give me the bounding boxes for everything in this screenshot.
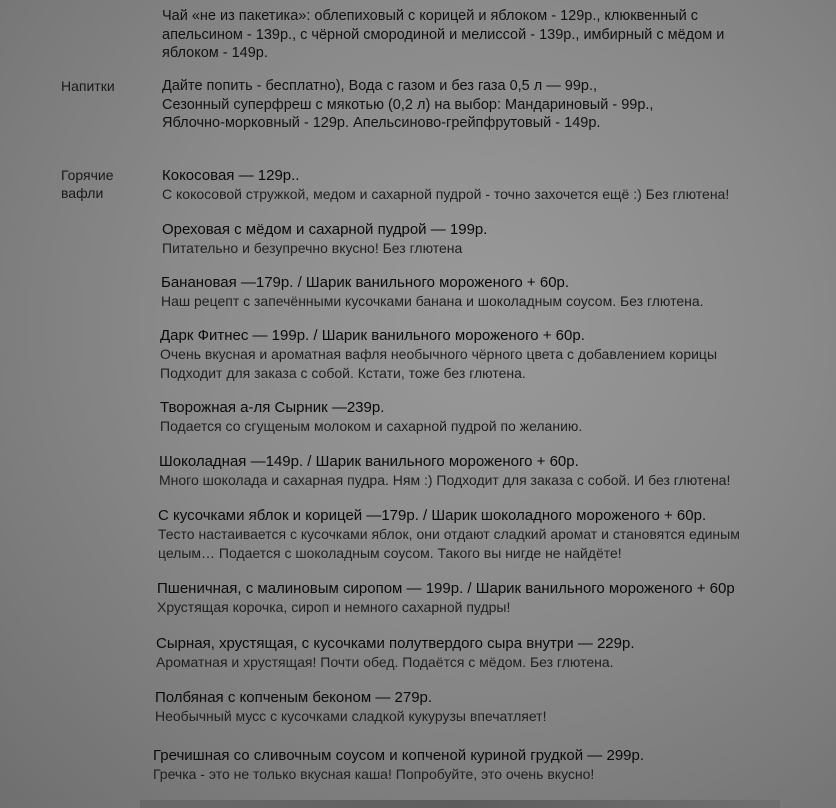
waffle-name: Ореховая с мёдом и сахарной пудрой — 199р.: [162, 221, 488, 238]
waffle-item-wheat: [157, 579, 836, 617]
waffle-name: Дарк Фитнес — 199р. / Шарик ванильного мороженого + 60р.: [160, 327, 585, 344]
waffle-item-chocolate: [159, 452, 836, 490]
waffle-desc: Много шоколада и сахарная пудра. Ням :) Подходит для заказа с собой. И без глютена!: [159, 472, 731, 488]
waffles-label-line: вафли: [61, 185, 104, 201]
waffle-desc: Хрустящая корочка, сироп и немного сахарной пудры!: [157, 599, 511, 615]
waffle-desc: Подается со сгущеным молоком и сахарной пудрой по желанию.: [160, 418, 583, 434]
waffle-name: Полбяная с копченым беконом — 279р.: [155, 689, 433, 706]
waffle-name: Кокосовая — 129р..: [162, 167, 300, 184]
waffle-desc: Питательно и безупречно вкусно! Без глютена: [162, 240, 463, 256]
waffles-section-label: [61, 166, 114, 202]
waffle-desc: Наш рецепт с запечёнными кусочками банана и шоколадным соусом. Без глютена.: [161, 293, 704, 309]
waffle-item-banana: [161, 273, 836, 311]
waffle-name: Творожная а-ля Сырник —239р.: [160, 399, 385, 416]
waffle-desc: Очень вкусная и ароматная вафля необычного чёрного цвета с добавлением корицы: [160, 346, 718, 362]
waffle-name: Шоколадная —149р. / Шарик ванильного мороженого + 60р.: [159, 453, 579, 470]
waffle-item-spelt-bacon: [155, 688, 835, 726]
waffle-name: Сырная, хрустящая, с кусочками полутвердого сыра внутри — 229р.: [156, 635, 635, 652]
waffle-desc: целым… Подается с шоколадным соусом. Такого вы нигде не найдёте!: [158, 545, 622, 561]
tea-line: Чай «не из пакетика»: облепиховый с корицей и яблоком - 129р., клюквенный с: [162, 8, 699, 24]
waffle-item-apple-cinnamon: [158, 506, 836, 563]
waffle-desc: Ароматная и хрустящая! Почти обед. Подаётся с мёдом. Без глютена.: [156, 654, 614, 670]
drinks-line: Сезонный суперфреш с мякотью (0,2 л) на выбор: Мандариновый - 99р.,: [162, 96, 654, 113]
waffle-desc: Гречка - это не только вкусная каша! Попробуйте, это очень вкусно!: [153, 766, 595, 782]
waffle-desc: Тесто настаивается с кусочками яблок, они отдают сладкий аромат и становятся единым: [158, 526, 740, 542]
waffle-name: Гречишная со сливочным соусом и копченой куриной грудкой — 299р.: [153, 747, 645, 764]
cut-off-text-edge: [140, 800, 780, 808]
waffle-item-dark-fitness: [160, 326, 836, 383]
tea-line: апельсином - 139р., с чёрной смородиной и мелиссой - 139р., имбирный с мёдом и: [162, 26, 725, 43]
waffle-desc: Необычный мусс с кусочками сладкой кукурузы впечатляет!: [155, 708, 547, 724]
drinks-line: Яблочно-морковный - 129р. Апельсиново-грейпфрутовый - 149р.: [162, 115, 601, 131]
waffles-label-line: Горячие: [61, 167, 114, 183]
waffle-item-coconut: [162, 166, 836, 204]
waffle-item-buckwheat: [153, 746, 833, 784]
waffle-name: С кусочками яблок и корицей —179р. / Шарик шоколадного мороженого + 60р.: [158, 507, 707, 524]
waffle-item-nut: [162, 220, 836, 258]
drinks-block: [162, 77, 822, 133]
waffle-desc: С кокосовой стружкой, медом и сахарной пудрой - точно захочется ещё :) Без глютена!: [162, 186, 730, 202]
drinks-section-label: Напитки: [61, 78, 115, 94]
tea-line: яблоком - 149р.: [162, 45, 268, 61]
waffle-name: Банановая —179р. / Шарик ванильного мороженого + 60р.: [161, 274, 570, 291]
waffle-desc: Подходит для заказа с собой. Кстати, тоже без глютена.: [160, 365, 526, 381]
waffle-item-cheese: [156, 634, 836, 672]
waffle-name: Пшеничная, с малиновым сиропом — 199р. / Шарик ванильного мороженого + 60р: [157, 580, 735, 597]
drinks-line: Дайте попить - бесплатно), Вода с газом и без газа 0,5 л — 99р.,: [162, 78, 598, 94]
tea-block: [162, 7, 822, 63]
waffle-item-cottage-cheese: [160, 398, 836, 436]
